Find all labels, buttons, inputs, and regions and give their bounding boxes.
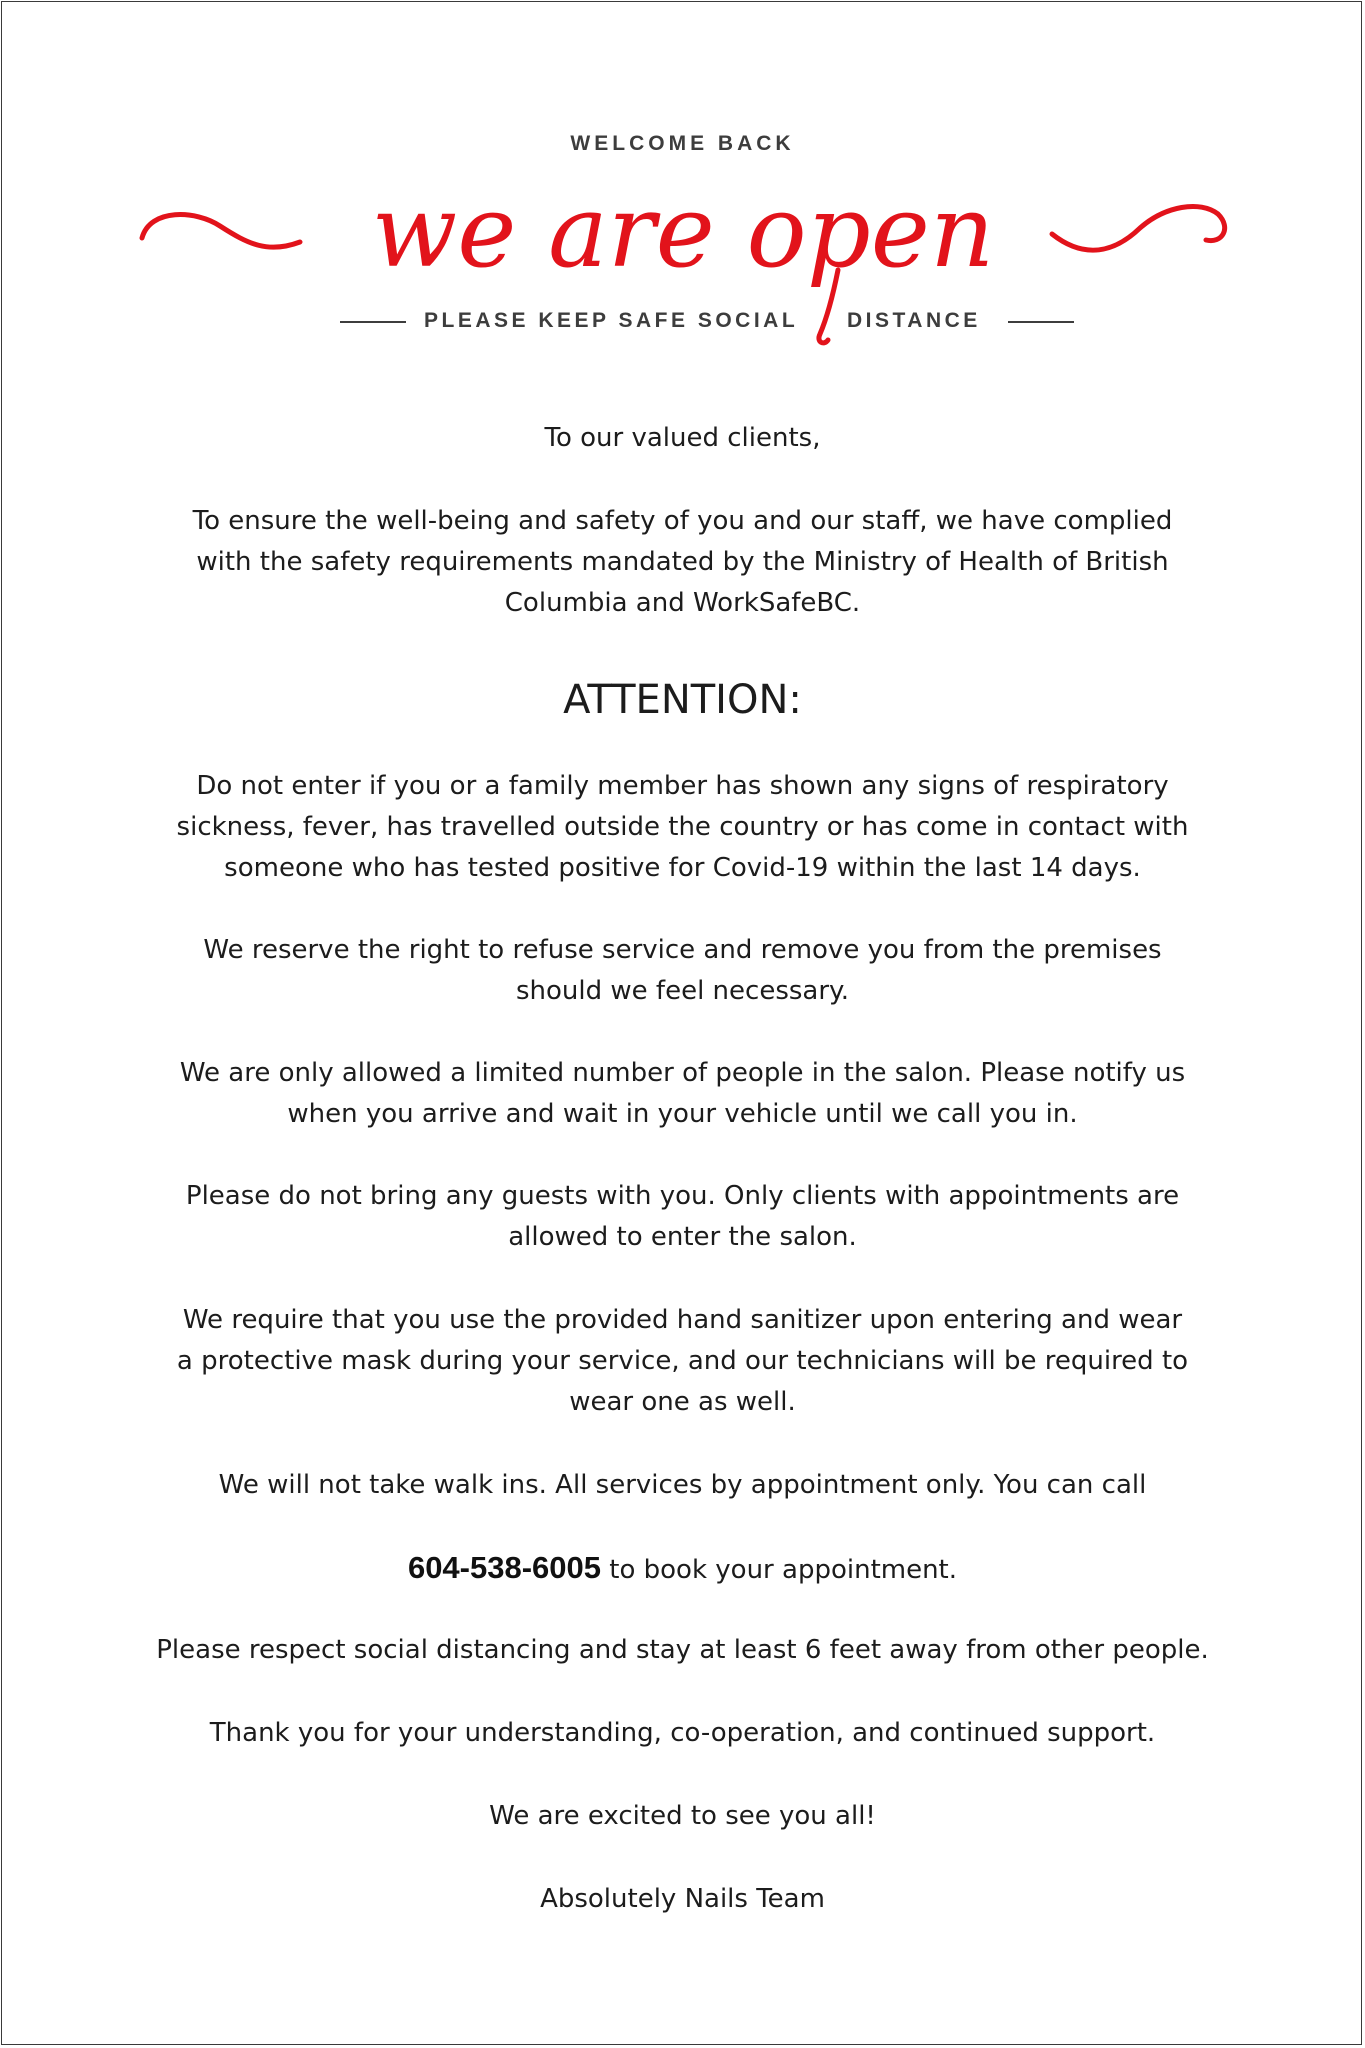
tagline-right-rule [1008,321,1074,323]
tagline-text-part2: DISTANCE [841,309,987,333]
paragraph-line: We reserve the right to refuse service and remove you from the premises [203,935,1162,965]
limited-paragraph [0,1053,1365,1135]
distancing-paragraph: Please respect social distancing and stay at least 6 feet away from other people. [156,1635,1209,1665]
intro-line: with the safety requirements mandated by the Ministry of Health of British [196,547,1169,577]
salutation: To our valued clients, [544,423,821,453]
paragraph-line: someone who has tested positive for Covid-19 within the last 14 days. [224,853,1141,883]
tagline-text-part1: PLEASE KEEP SAFE SOCIAL [418,309,804,333]
sanitizer-paragraph [0,1300,1365,1423]
paragraph-line: a protective mask during your service, and our technicians will be required to [176,1346,1189,1376]
phone-suffix: to book your appointment. [601,1555,958,1585]
paragraph-line: We are only allowed a limited number of people in the salon. Please notify us [179,1058,1186,1088]
welcome-heading: WELCOME BACK [570,132,795,155]
paragraph-line: when you arrive and wait in your vehicle until we call you in. [287,1099,1078,1129]
tagline-left-rule [340,321,406,323]
intro-line: Columbia and WorkSafeBC. [504,588,861,618]
excited-paragraph: We are excited to see you all! [489,1801,876,1831]
paragraph-line: should we feel necessary. [516,976,849,1006]
signature: Absolutely Nails Team [540,1884,825,1914]
sickness-paragraph [0,766,1365,889]
phone-paragraph [0,1547,1365,1591]
paragraph-line: We require that you use the provided hand sanitizer upon entering and wear [182,1305,1183,1335]
script-title: we are open [371,173,995,290]
left-swash [142,215,300,248]
paragraph-line: sickness, fever, has travelled outside the country or has come in contact with [176,812,1189,842]
intro-paragraph [0,501,1365,624]
guests-paragraph [0,1176,1365,1258]
refuse-paragraph [0,930,1365,1012]
thanks-paragraph: Thank you for your understanding, co-operation, and continued support. [209,1718,1156,1748]
walkins-paragraph: We will not take walk ins. All services by appointment only. You can call [218,1470,1147,1500]
intro-line: To ensure the well-being and safety of you and our staff, we have complied [192,506,1173,536]
paragraph-line: Please do not bring any guests with you. Only clients with appointments are [185,1181,1180,1211]
paragraph-line: Do not enter if you or a family member has shown any signs of respiratory [196,771,1169,801]
paragraph-line: wear one as well. [569,1387,796,1417]
right-swash [1052,206,1225,250]
attention-heading: ATTENTION: [563,677,802,723]
paragraph-line: allowed to enter the salon. [508,1222,857,1252]
phone-number[interactable]: 604-538-6005 [407,1550,602,1585]
